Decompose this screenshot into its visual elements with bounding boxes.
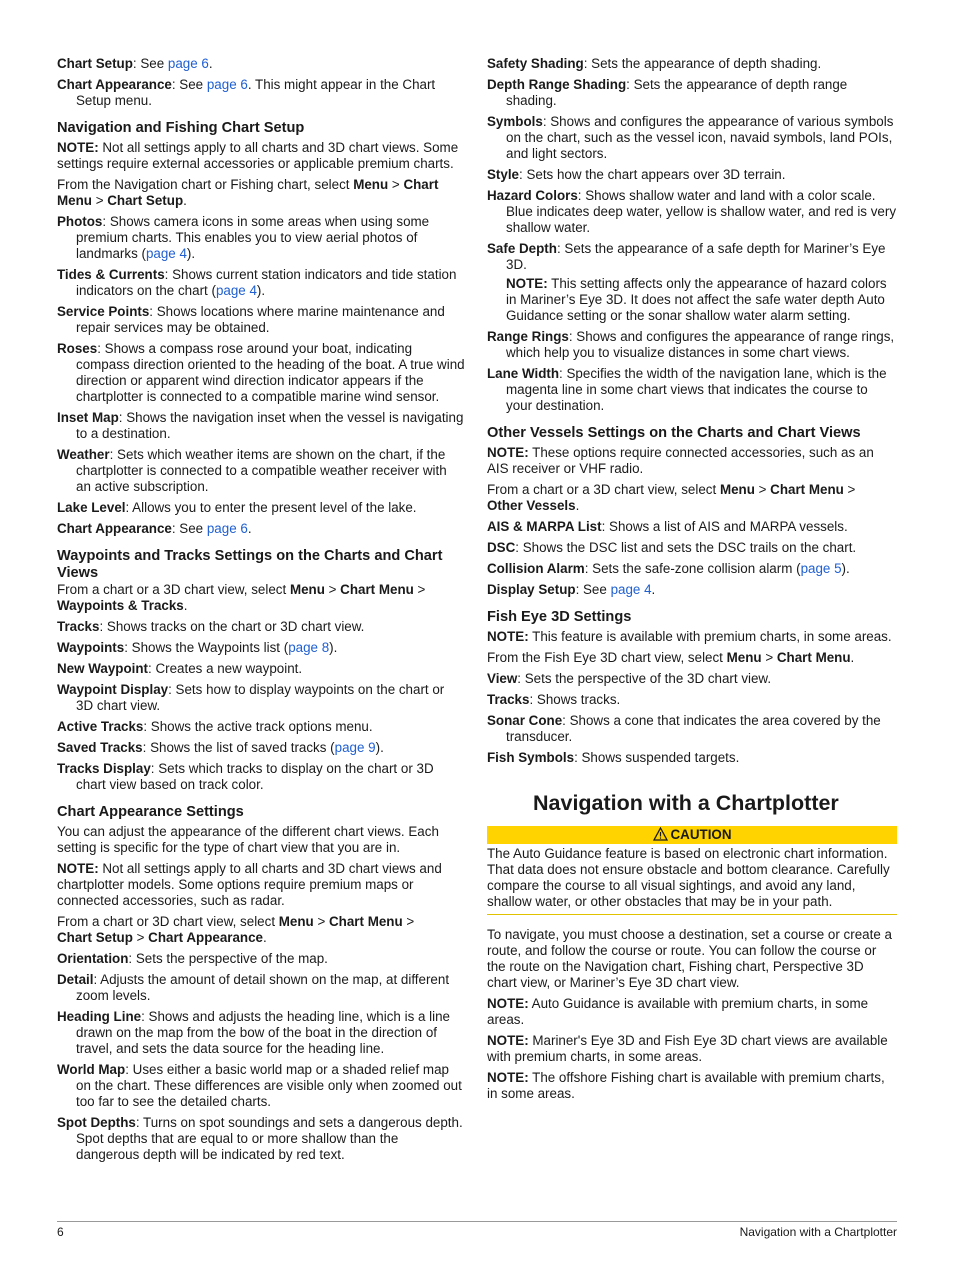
setting-description: : Shows the navigation inset when the vessel is navigating to a destination. bbox=[76, 410, 464, 441]
setting-term: Roses bbox=[57, 341, 98, 356]
right-column bbox=[487, 56, 897, 1107]
setting-description: : Shows tracks. bbox=[529, 692, 621, 707]
setting-description: : Specifies the width of the navigation lane, which is the magenta line in some chart views that indicates the course to your destination. bbox=[506, 366, 887, 413]
note-paragraph: NOTE: Not all settings apply to all charts and 3D chart views and chartplotter models. Some options require premium maps or connected accessories, such as radar. bbox=[57, 861, 442, 908]
setting-term: Waypoints bbox=[57, 640, 125, 655]
setting-term: Tracks Display bbox=[57, 761, 151, 776]
note-label: NOTE: bbox=[57, 140, 99, 155]
setting-term: Detail bbox=[57, 972, 94, 987]
appearance-settings-list bbox=[57, 951, 465, 1163]
setting-term: Spot Depths bbox=[57, 1115, 136, 1130]
setting-item-display-setup: Display Setup: See page 4. bbox=[487, 582, 656, 597]
setting-term: Chart Appearance bbox=[57, 77, 172, 92]
note-label: NOTE: bbox=[487, 1033, 529, 1048]
warning-triangle-icon bbox=[653, 827, 668, 841]
setting-item-saved-tracks: Saved Tracks: Shows the list of saved tracks (page 9). bbox=[57, 740, 384, 755]
navigation-intro: To navigate, you must choose a destination, set a course or create a route, and follow the course or route. You can follow the course or the route on the Navigation chart, Fishing chart, Perspective 3D chart view, or Mariner’s Eye 3D chart view. bbox=[487, 927, 892, 990]
note-paragraph bbox=[487, 1033, 897, 1065]
page-reference-link[interactable]: page 4 bbox=[610, 582, 652, 597]
setting-item-tracks-display bbox=[57, 761, 465, 793]
note-text: The offshore Fishing chart is available with premium charts, in some areas. bbox=[487, 1070, 885, 1101]
setting-term: Saved Tracks bbox=[57, 740, 143, 755]
setting-item-tracks bbox=[57, 619, 465, 635]
page-reference-link[interactable]: page 5 bbox=[800, 561, 842, 576]
setting-description: : Shows the Waypoints list ( bbox=[124, 640, 289, 655]
setting-item-range-rings bbox=[487, 329, 897, 361]
setting-item-style bbox=[487, 167, 897, 183]
setting-term: Collision Alarm bbox=[487, 561, 585, 576]
setting-item-lane-width bbox=[487, 366, 897, 414]
setting-description: : Allows you to enter the present level of the lake. bbox=[125, 500, 417, 515]
appearance-intro: You can adjust the appearance of the different chart views. Each setting is specific for the type of chart view that you are in. bbox=[57, 824, 439, 855]
setting-description: : Sets the appearance of depth range shading. bbox=[506, 77, 848, 108]
setting-item-tides-and-currents: Tides & Currents: Shows current station indicators and tide station indicators on the chart (page 4). bbox=[57, 267, 457, 298]
section-heading-nav-fishing: Navigation and Fishing Chart Setup bbox=[57, 120, 305, 136]
menu-path-paragraph: From the Navigation chart or Fishing chart, select Menu > Chart Menu > Chart Setup. bbox=[57, 177, 439, 208]
setting-term: Sonar Cone bbox=[487, 713, 563, 728]
menu-path-paragraph: From a chart or 3D chart view, select Menu > Chart Menu > Chart Setup > Chart Appearance. bbox=[57, 914, 415, 945]
setting-term: Tracks bbox=[57, 619, 100, 634]
setting-item-roses bbox=[57, 341, 465, 405]
setting-description: : Shows the list of saved tracks ( bbox=[142, 740, 335, 755]
setting-description: : Shows and configures the appearance of various symbols on the chart, such as the vessel icon, navaid symbols, land POIs, and light sectors. bbox=[506, 114, 894, 161]
menu-path-paragraph: From the Fish Eye 3D chart view, select Menu > Chart Menu. bbox=[487, 650, 855, 665]
setting-item-new-waypoint bbox=[57, 661, 465, 677]
setting-description: : See bbox=[171, 521, 207, 536]
setting-item-ais-and-marpa-list bbox=[487, 519, 897, 535]
note-text: Mariner's Eye 3D and Fish Eye 3D chart views are available with premium charts, in some areas. bbox=[487, 1033, 888, 1064]
note-paragraph bbox=[487, 1070, 897, 1102]
setting-description: : Shows a compass rose around your boat, indicating compass direction oriented to the heading of the boat. A true wind direction or apparent wind direction indicator appears if the chartplotter is connected to a compatible marine wind sensor. bbox=[76, 341, 465, 404]
setting-description: : Turns on spot soundings and sets a dangerous depth. Spot depths that are equal to or more shallow than the dangerous depth will be indicated by red text. bbox=[76, 1115, 463, 1162]
setting-item-service-points bbox=[57, 304, 465, 336]
setting-term: Photos bbox=[57, 214, 103, 229]
note-label: NOTE: bbox=[487, 996, 529, 1011]
setting-term: Orientation bbox=[57, 951, 129, 966]
setting-description: : Shows the active track options menu. bbox=[143, 719, 373, 734]
setting-term: Display Setup bbox=[487, 582, 576, 597]
setting-term: Service Points bbox=[57, 304, 150, 319]
setting-term: Depth Range Shading bbox=[487, 77, 627, 92]
appearance-settings-list-cont bbox=[487, 56, 897, 273]
setting-item-chart-setup: Chart Setup: See page 6. bbox=[57, 56, 213, 71]
setting-description: : Sets how the chart appears over 3D terrain. bbox=[519, 167, 786, 182]
setting-term: World Map bbox=[57, 1062, 126, 1077]
setting-term: Tides & Currents bbox=[57, 267, 165, 282]
caution-text: The Auto Guidance feature is based on electronic chart information. That data does not ensure obstacle and bottom clearance. Carefully compare the course to all visual sightings, and avoid any land, shallow water, or other obstacles that may be in your path. bbox=[487, 846, 897, 915]
setting-description: : Shows a cone that indicates the area covered by the transducer. bbox=[506, 713, 881, 744]
page-reference-link[interactable]: page 6 bbox=[206, 521, 248, 536]
setting-item-heading-line bbox=[57, 1009, 465, 1057]
setting-item-waypoint-display bbox=[57, 682, 465, 714]
setting-term: Heading Line bbox=[57, 1009, 142, 1024]
menu-path-chart-menu: Chart Menu bbox=[57, 177, 439, 208]
appearance-settings-list-end bbox=[487, 329, 897, 414]
page-reference-link[interactable]: page 9 bbox=[334, 740, 376, 755]
setting-item-detail bbox=[57, 972, 465, 1004]
page-reference-link[interactable]: page 6 bbox=[206, 77, 248, 92]
setting-term: Chart Appearance bbox=[57, 521, 172, 536]
caution-bar bbox=[487, 826, 897, 844]
setting-item-inset-map bbox=[57, 410, 465, 442]
setting-term: Fish Symbols bbox=[487, 750, 575, 765]
setting-term: Range Rings bbox=[487, 329, 569, 344]
setting-description: : Sets the safe-zone collision alarm ( bbox=[584, 561, 801, 576]
menu-path-paragraph: From a chart or a 3D chart view, select Menu > Chart Menu > Waypoints & Tracks. bbox=[57, 582, 426, 613]
menu-path-paragraph: From a chart or a 3D chart view, select Menu > Chart Menu > Other Vessels. bbox=[487, 482, 856, 513]
nav-fishing-settings-list bbox=[57, 214, 465, 537]
setting-item-sonar-cone bbox=[487, 713, 897, 745]
setting-description: : Uses either a basic world map or a shaded relief map on the chart. These differences are visible only when zoomed out too far to see the detailed charts. bbox=[76, 1062, 462, 1109]
setting-term: Tracks bbox=[487, 692, 530, 707]
setting-term: DSC bbox=[487, 540, 516, 555]
setting-term: Hazard Colors bbox=[487, 188, 578, 203]
waypoints-settings-list bbox=[57, 619, 465, 793]
setting-description: : Shows camera icons in some areas when using some premium charts. This enables you to view aerial photos of landmarks ( bbox=[76, 214, 430, 261]
setting-description: : Sets which weather items are shown on the chart, if the chartplotter is connected to a compatible weather receiver with an active subscription. bbox=[76, 447, 447, 494]
section-heading-fish-eye: Fish Eye 3D Settings bbox=[487, 609, 632, 625]
safe-depth-note: NOTE: This setting affects only the appearance of hazard colors in Mariner’s Eye 3D. It does not affect the safe water depth Auto Guidance setting or the sonar shallow water alarm setting. bbox=[506, 276, 887, 323]
setting-description: : Sets the perspective of the 3D chart view. bbox=[517, 671, 772, 686]
setting-description: : Shows current station indicators and tide station indicators on the chart ( bbox=[76, 267, 457, 298]
page-reference-link[interactable]: page 4 bbox=[145, 246, 187, 261]
page-reference-link[interactable]: page 8 bbox=[288, 640, 330, 655]
setting-term: Safe Depth bbox=[487, 241, 557, 256]
setting-item-active-tracks bbox=[57, 719, 465, 735]
setting-item-fish-symbols bbox=[487, 750, 897, 766]
setting-item-tracks bbox=[487, 692, 897, 708]
section-heading-waypoints: Waypoints and Tracks Settings on the Charts and Chart Views bbox=[57, 548, 443, 581]
setting-term: Inset Map bbox=[57, 410, 119, 425]
page-reference-link[interactable]: page 6 bbox=[167, 56, 209, 71]
setting-term: New Waypoint bbox=[57, 661, 149, 676]
setting-term: Chart Setup bbox=[57, 56, 133, 71]
setting-item-waypoints: Waypoints: Shows the Waypoints list (page 8). bbox=[57, 640, 338, 655]
setting-description: : Adjusts the amount of detail shown on the map, at different zoom levels. bbox=[76, 972, 450, 1003]
setting-term: Waypoint Display bbox=[57, 682, 169, 697]
setting-item-chart-appearance: Chart Appearance: See page 6. This might appear in the Chart Setup menu. bbox=[57, 77, 436, 108]
setting-item-world-map bbox=[57, 1062, 465, 1110]
menu-path-menu: Menu bbox=[353, 177, 389, 192]
note-paragraph bbox=[487, 996, 897, 1028]
setting-term: AIS & MARPA List bbox=[487, 519, 602, 534]
note-text: Not all settings apply to all charts and 3D chart views. Some settings require external accessories or applicable premium charts. bbox=[57, 140, 459, 171]
setting-description: : Shows suspended targets. bbox=[574, 750, 740, 765]
section-heading-chart-appearance: Chart Appearance Settings bbox=[57, 804, 244, 820]
other-vessels-settings-list bbox=[487, 519, 897, 598]
setting-description: : Shows and adjusts the heading line, which is a line drawn on the map from the bow of the boat in the direction of travel, and sets the data source for the heading line. bbox=[76, 1009, 450, 1056]
setting-description: : Shows shallow water and land with a color scale. Blue indicates deep water, yellow is shallow water, and red is very shallow water. bbox=[506, 188, 897, 235]
setting-item-dsc bbox=[487, 540, 897, 556]
setting-item-spot-depths bbox=[57, 1115, 465, 1163]
left-column bbox=[57, 56, 465, 1168]
setting-term: View bbox=[487, 671, 518, 686]
setting-description: : Sets how to display waypoints on the chart or 3D chart view. bbox=[76, 682, 445, 713]
setting-item-safe-depth bbox=[487, 241, 897, 273]
setting-description: : Creates a new waypoint. bbox=[148, 661, 303, 676]
setting-item-hazard-colors bbox=[487, 188, 897, 236]
note-text: Auto Guidance is available with premium charts, in some areas. bbox=[487, 996, 869, 1027]
setting-description: : Shows and configures the appearance of range rings, which help you to visualize distances in some chart views. bbox=[506, 329, 895, 360]
setting-description: : See bbox=[575, 582, 611, 597]
setting-item-orientation bbox=[57, 951, 465, 967]
setting-description: : Shows locations where marine maintenance and repair services may be obtained. bbox=[76, 304, 445, 335]
setting-description: : Sets the perspective of the map. bbox=[128, 951, 328, 966]
setting-description: : Shows tracks on the chart or 3D chart view. bbox=[99, 619, 365, 634]
menu-path-chart-setup: Chart Setup bbox=[107, 193, 184, 208]
page-reference-link[interactable]: page 4 bbox=[215, 283, 257, 298]
section-heading-other-vessels: Other Vessels Settings on the Charts and Chart Views bbox=[487, 425, 861, 441]
setting-description: : Sets the appearance of depth shading. bbox=[583, 56, 822, 71]
note-paragraph: NOTE: This feature is available with premium charts, in some areas. bbox=[487, 629, 892, 644]
setting-description: : Sets which tracks to display on the chart or 3D chart view based on track color. bbox=[76, 761, 434, 792]
setting-item-weather bbox=[57, 447, 465, 495]
note-label: NOTE: bbox=[487, 1070, 529, 1085]
setting-item-depth-range-shading bbox=[487, 77, 897, 109]
setting-item-collision-alarm: Collision Alarm: Sets the safe-zone collision alarm (page 5). bbox=[487, 561, 850, 576]
setting-term: Active Tracks bbox=[57, 719, 144, 734]
chapter-title: Navigation with a Chartplotter bbox=[533, 791, 839, 815]
setting-description: : Sets the appearance of a safe depth for Mariner’s Eye 3D. bbox=[506, 241, 886, 272]
setting-item-view bbox=[487, 671, 897, 687]
setting-description: : See bbox=[171, 77, 207, 92]
setting-term: Lane Width bbox=[487, 366, 560, 381]
setting-item-photos: Photos: Shows camera icons in some areas when using some premium charts. This enables you to view aerial photos of landmarks (page 4). bbox=[57, 214, 430, 261]
setting-item-lake-level bbox=[57, 500, 465, 516]
caution-label: CAUTION bbox=[670, 827, 732, 842]
footer-section-title: Navigation with a Chartplotter bbox=[739, 1225, 897, 1239]
note-paragraph bbox=[57, 140, 465, 172]
intro-list bbox=[57, 56, 465, 109]
setting-term: Safety Shading bbox=[487, 56, 584, 71]
note-paragraph: NOTE: These options require connected accessories, such as an AIS receiver or VHF radio. bbox=[487, 445, 874, 476]
setting-item-symbols bbox=[487, 114, 897, 162]
setting-item-chart-appearance: Chart Appearance: See page 6. bbox=[57, 521, 252, 536]
setting-term: Lake Level bbox=[57, 500, 126, 515]
navigation-notes bbox=[487, 996, 897, 1102]
setting-item-safety-shading bbox=[487, 56, 897, 72]
setting-term: Symbols bbox=[487, 114, 543, 129]
fish-eye-settings-list bbox=[487, 671, 897, 766]
setting-term: Weather bbox=[57, 447, 110, 462]
setting-description: : See bbox=[132, 56, 168, 71]
setting-description: : Shows the DSC list and sets the DSC trails on the chart. bbox=[515, 540, 857, 555]
setting-term: Style bbox=[487, 167, 520, 182]
footer-page-number: 6 bbox=[57, 1225, 64, 1239]
footer-divider bbox=[57, 1221, 897, 1222]
setting-description: : Shows a list of AIS and MARPA vessels. bbox=[601, 519, 848, 534]
